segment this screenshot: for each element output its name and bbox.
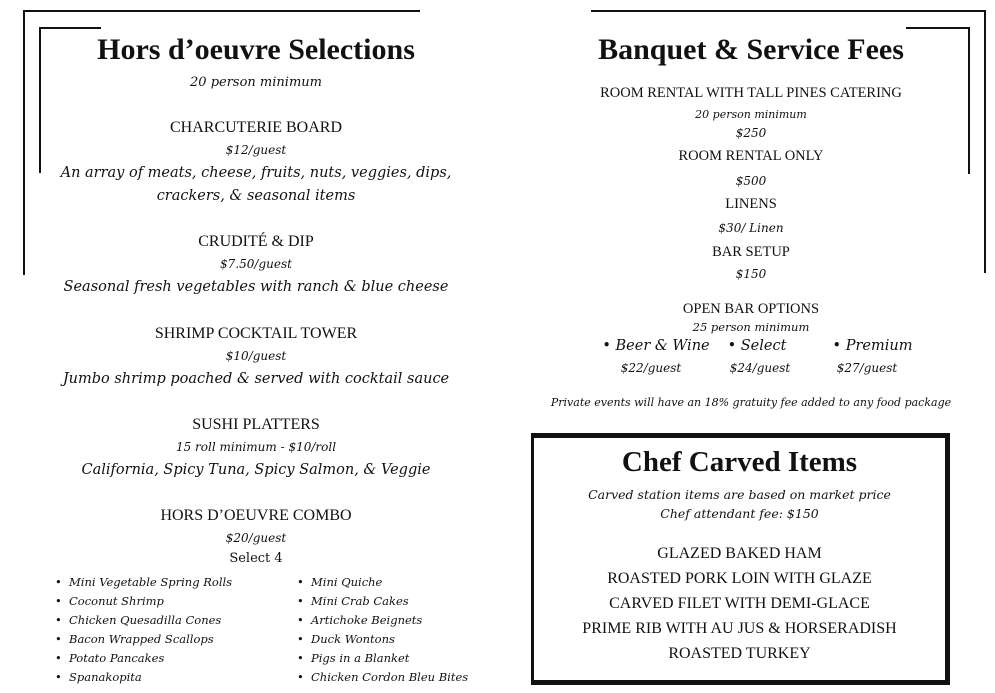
carved-item-filet: CARVED FILET WITH DEMI-GLACE xyxy=(609,595,870,612)
combo-price: $20/guest xyxy=(225,531,287,545)
list-item: • Mini Crab Cakes xyxy=(295,592,468,611)
carved-title: Chef Carved Items xyxy=(621,446,858,478)
carved-item-ham: GLAZED BAKED HAM xyxy=(657,545,822,562)
hors-title: Hors d’oeuvre Selections xyxy=(97,33,415,66)
item-price-crudite: $7.50/guest xyxy=(220,257,292,271)
list-item: • Coconut Shrimp xyxy=(53,592,232,611)
open-bar-option-select xyxy=(712,338,802,354)
fee-price-bar-setup: $150 xyxy=(735,267,767,281)
frame-line-right-outer xyxy=(984,10,986,273)
fee-name-room-only: ROOM RENTAL ONLY xyxy=(678,148,824,164)
banquet-title: Banquet & Service Fees xyxy=(598,33,904,66)
item-desc-sushi: California, Spicy Tuna, Spicy Salmon, & Veggie xyxy=(81,462,431,478)
bullet: • xyxy=(832,338,846,354)
list-item: • Pigs in a Blanket xyxy=(295,649,468,668)
open-bar-note: 25 person minimum xyxy=(692,320,810,334)
open-bar-option-label: Select xyxy=(740,338,787,354)
item-price-shrimp: $10/guest xyxy=(225,349,287,363)
item-desc-shrimp: Jumbo shrimp poached & served with cocktail sauce xyxy=(62,371,450,387)
frame-line-right-top xyxy=(591,10,986,12)
frame-line-left-inner xyxy=(39,27,41,173)
list-item: • Potato Pancakes xyxy=(53,649,232,668)
fee-name-bar-setup: BAR SETUP xyxy=(712,244,790,260)
open-bar-option-beer-wine xyxy=(591,338,721,354)
item-price-charcuterie: $12/guest xyxy=(225,143,287,157)
item-name-shrimp: SHRIMP COCKTAIL TOWER xyxy=(154,325,358,342)
item-name-crudite: CRUDITÉ & DIP xyxy=(198,233,314,250)
fee-name-room-tpc: ROOM RENTAL WITH TALL PINES CATERING xyxy=(600,85,902,101)
list-item: • Mini Vegetable Spring Rolls xyxy=(53,573,232,592)
open-bar-option-premium xyxy=(815,338,930,354)
fee-price-room-tpc: $250 xyxy=(735,126,767,140)
list-item: • Artichoke Beignets xyxy=(295,611,468,630)
fee-note-room-tpc: 20 person minimum xyxy=(695,108,807,121)
list-item: • Spanakopita xyxy=(53,668,232,687)
list-item: • Duck Wontons xyxy=(295,630,468,649)
gratuity-note: Private events will have an 18% gratuity fee added to any food package xyxy=(550,396,952,409)
combo-select-note: Select 4 xyxy=(229,551,283,566)
carved-items-box xyxy=(531,433,950,685)
carved-note-attendant-fee: Chef attendant fee: $150 xyxy=(660,506,819,521)
item-desc-charcuterie-2: crackers, & seasonal items xyxy=(156,188,356,204)
list-item: • Chicken Cordon Bleu Bites xyxy=(295,668,468,687)
bullet: • xyxy=(727,338,741,354)
frame-line-left-top xyxy=(23,10,420,12)
combo-list-col2 xyxy=(295,573,468,687)
list-item: • Bacon Wrapped Scallops xyxy=(53,630,232,649)
fee-price-linens: $30/ Linen xyxy=(718,221,784,235)
list-item: • Chicken Quesadilla Cones xyxy=(53,611,232,630)
frame-line-left-inner-top xyxy=(39,27,101,29)
frame-line-right-inner xyxy=(968,27,970,174)
item-price-sushi: 15 roll minimum - $10/roll xyxy=(175,440,337,454)
fee-price-room-only: $500 xyxy=(735,174,767,188)
open-bar-price-beer-wine: $22/guest xyxy=(620,361,682,375)
combo-list-col1 xyxy=(53,573,232,687)
open-bar-option-label: Beer & Wine xyxy=(615,338,710,354)
carved-item-turkey: ROASTED TURKEY xyxy=(668,645,811,662)
bullet: • xyxy=(602,338,616,354)
item-desc-crudite: Seasonal fresh vegetables with ranch & blue cheese xyxy=(63,279,449,295)
frame-line-left-outer xyxy=(23,10,25,275)
carved-item-prime-rib: PRIME RIB WITH AU JUS & HORSERADISH xyxy=(582,620,897,637)
combo-name: HORS D’OEUVRE COMBO xyxy=(160,507,352,524)
fee-name-linens: LINENS xyxy=(725,196,777,212)
frame-line-right-inner-top xyxy=(906,27,970,29)
carved-note-market-price: Carved station items are based on market price xyxy=(588,487,891,502)
open-bar-price-premium: $27/guest xyxy=(836,361,898,375)
item-name-sushi: SUSHI PLATTERS xyxy=(192,416,320,433)
open-bar-price-select: $24/guest xyxy=(729,361,791,375)
item-desc-charcuterie-1: An array of meats, cheese, fruits, nuts, veggies, dips, xyxy=(60,165,452,181)
list-item: • Mini Quiche xyxy=(295,573,468,592)
open-bar-name: OPEN BAR OPTIONS xyxy=(682,301,820,317)
carved-item-pork-loin: ROASTED PORK LOIN WITH GLAZE xyxy=(607,570,872,587)
item-name-charcuterie: CHARCUTERIE BOARD xyxy=(169,119,342,136)
hors-minimum: 20 person minimum xyxy=(190,75,322,90)
open-bar-option-label: Premium xyxy=(845,338,913,354)
